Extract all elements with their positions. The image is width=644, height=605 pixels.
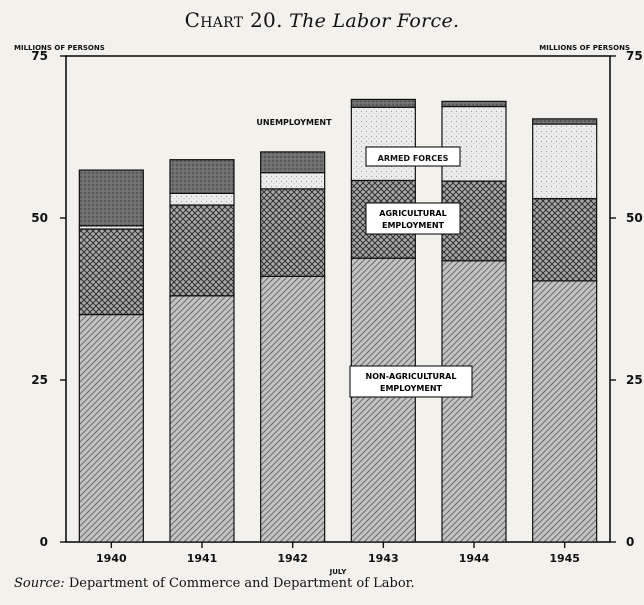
series-label-unemployment: UNEMPLOYMENT: [256, 118, 332, 127]
y-tick-label-left: 25: [31, 373, 48, 387]
bar-segment-unemployment: [351, 99, 415, 107]
plot-border: [66, 56, 610, 542]
x-tick-label: 1943: [368, 552, 399, 565]
bar-segment-agricultural: [79, 229, 143, 315]
bar-1941: [170, 160, 234, 542]
y-tick-label-right: 25: [626, 373, 643, 387]
bar-1942: [261, 152, 325, 542]
bar-segment-armed-forces: [261, 173, 325, 189]
bar-segment-agricultural: [533, 199, 597, 281]
x-tick-label: 1945: [549, 552, 580, 565]
y-axis-label-left: MILLIONS OF PERSONS: [14, 44, 105, 52]
bar-segment-non-agricultural: [170, 296, 234, 542]
chart-title-italic: The Labor Force.: [289, 10, 460, 32]
series-label-agricultural: [366, 203, 460, 234]
x-tick-label: 1940: [96, 552, 127, 565]
bar-segment-unemployment: [79, 170, 143, 226]
bar-segment-non-agricultural: [442, 261, 506, 542]
bar-segment-armed-forces: [170, 193, 234, 205]
y-tick-label-left: 0: [39, 535, 48, 549]
bar-segment-unemployment: [442, 101, 506, 106]
source-note: [14, 576, 415, 591]
x-tick-label: 1942: [277, 552, 308, 565]
y-tick-label-left: 50: [31, 211, 48, 225]
bar-segment-agricultural: [170, 205, 234, 296]
bar-segment-non-agricultural: [79, 315, 143, 542]
series-label-agricultural-line2: EMPLOYMENT: [382, 221, 444, 230]
bars-group: [79, 99, 596, 542]
series-label-non-agricultural-line2: EMPLOYMENT: [380, 384, 442, 393]
bar-segment-unemployment: [261, 152, 325, 173]
source-text: Department of Commerce and Department of Labor.: [68, 576, 415, 591]
series-label-agricultural-line1: AGRICULTURAL: [379, 209, 447, 218]
bar-segment-non-agricultural: [533, 281, 597, 542]
bar-1944: [442, 101, 506, 542]
bar-segment-unemployment: [170, 160, 234, 194]
chart-title-lead: Chart 20.: [184, 8, 283, 32]
y-tick-label-right: 0: [626, 535, 635, 549]
bar-segment-agricultural: [261, 189, 325, 276]
y-tick-label-left: 75: [31, 49, 48, 63]
y-tick-label-right: 50: [626, 211, 643, 225]
y-tick-label-right: 75: [626, 49, 643, 63]
bar-segment-non-agricultural: [261, 276, 325, 542]
bar-segment-armed-forces: [442, 107, 506, 182]
bar-segment-unemployment: [533, 119, 597, 124]
bar-1945: [533, 119, 597, 542]
bar-segment-armed-forces: [533, 124, 597, 199]
series-label-non-agricultural-line1: NON-AGRICULTURAL: [365, 372, 457, 381]
series-label-armed-forces: [366, 147, 460, 166]
y-axis-label-right: MILLIONS OF PERSONS: [539, 44, 630, 52]
series-label-armed-forces-text: ARMED FORCES: [377, 154, 449, 163]
series-label-non-agricultural: [350, 366, 472, 397]
bar-segment-armed-forces: [351, 107, 415, 180]
x-tick-label: 1944: [458, 552, 490, 565]
x-tick-label: 1941: [186, 552, 218, 565]
bar-segment-non-agricultural: [351, 258, 415, 542]
x-axis-note: JULY: [329, 568, 347, 576]
bar-1940: [79, 170, 143, 542]
source-lead: Source:: [14, 576, 65, 591]
